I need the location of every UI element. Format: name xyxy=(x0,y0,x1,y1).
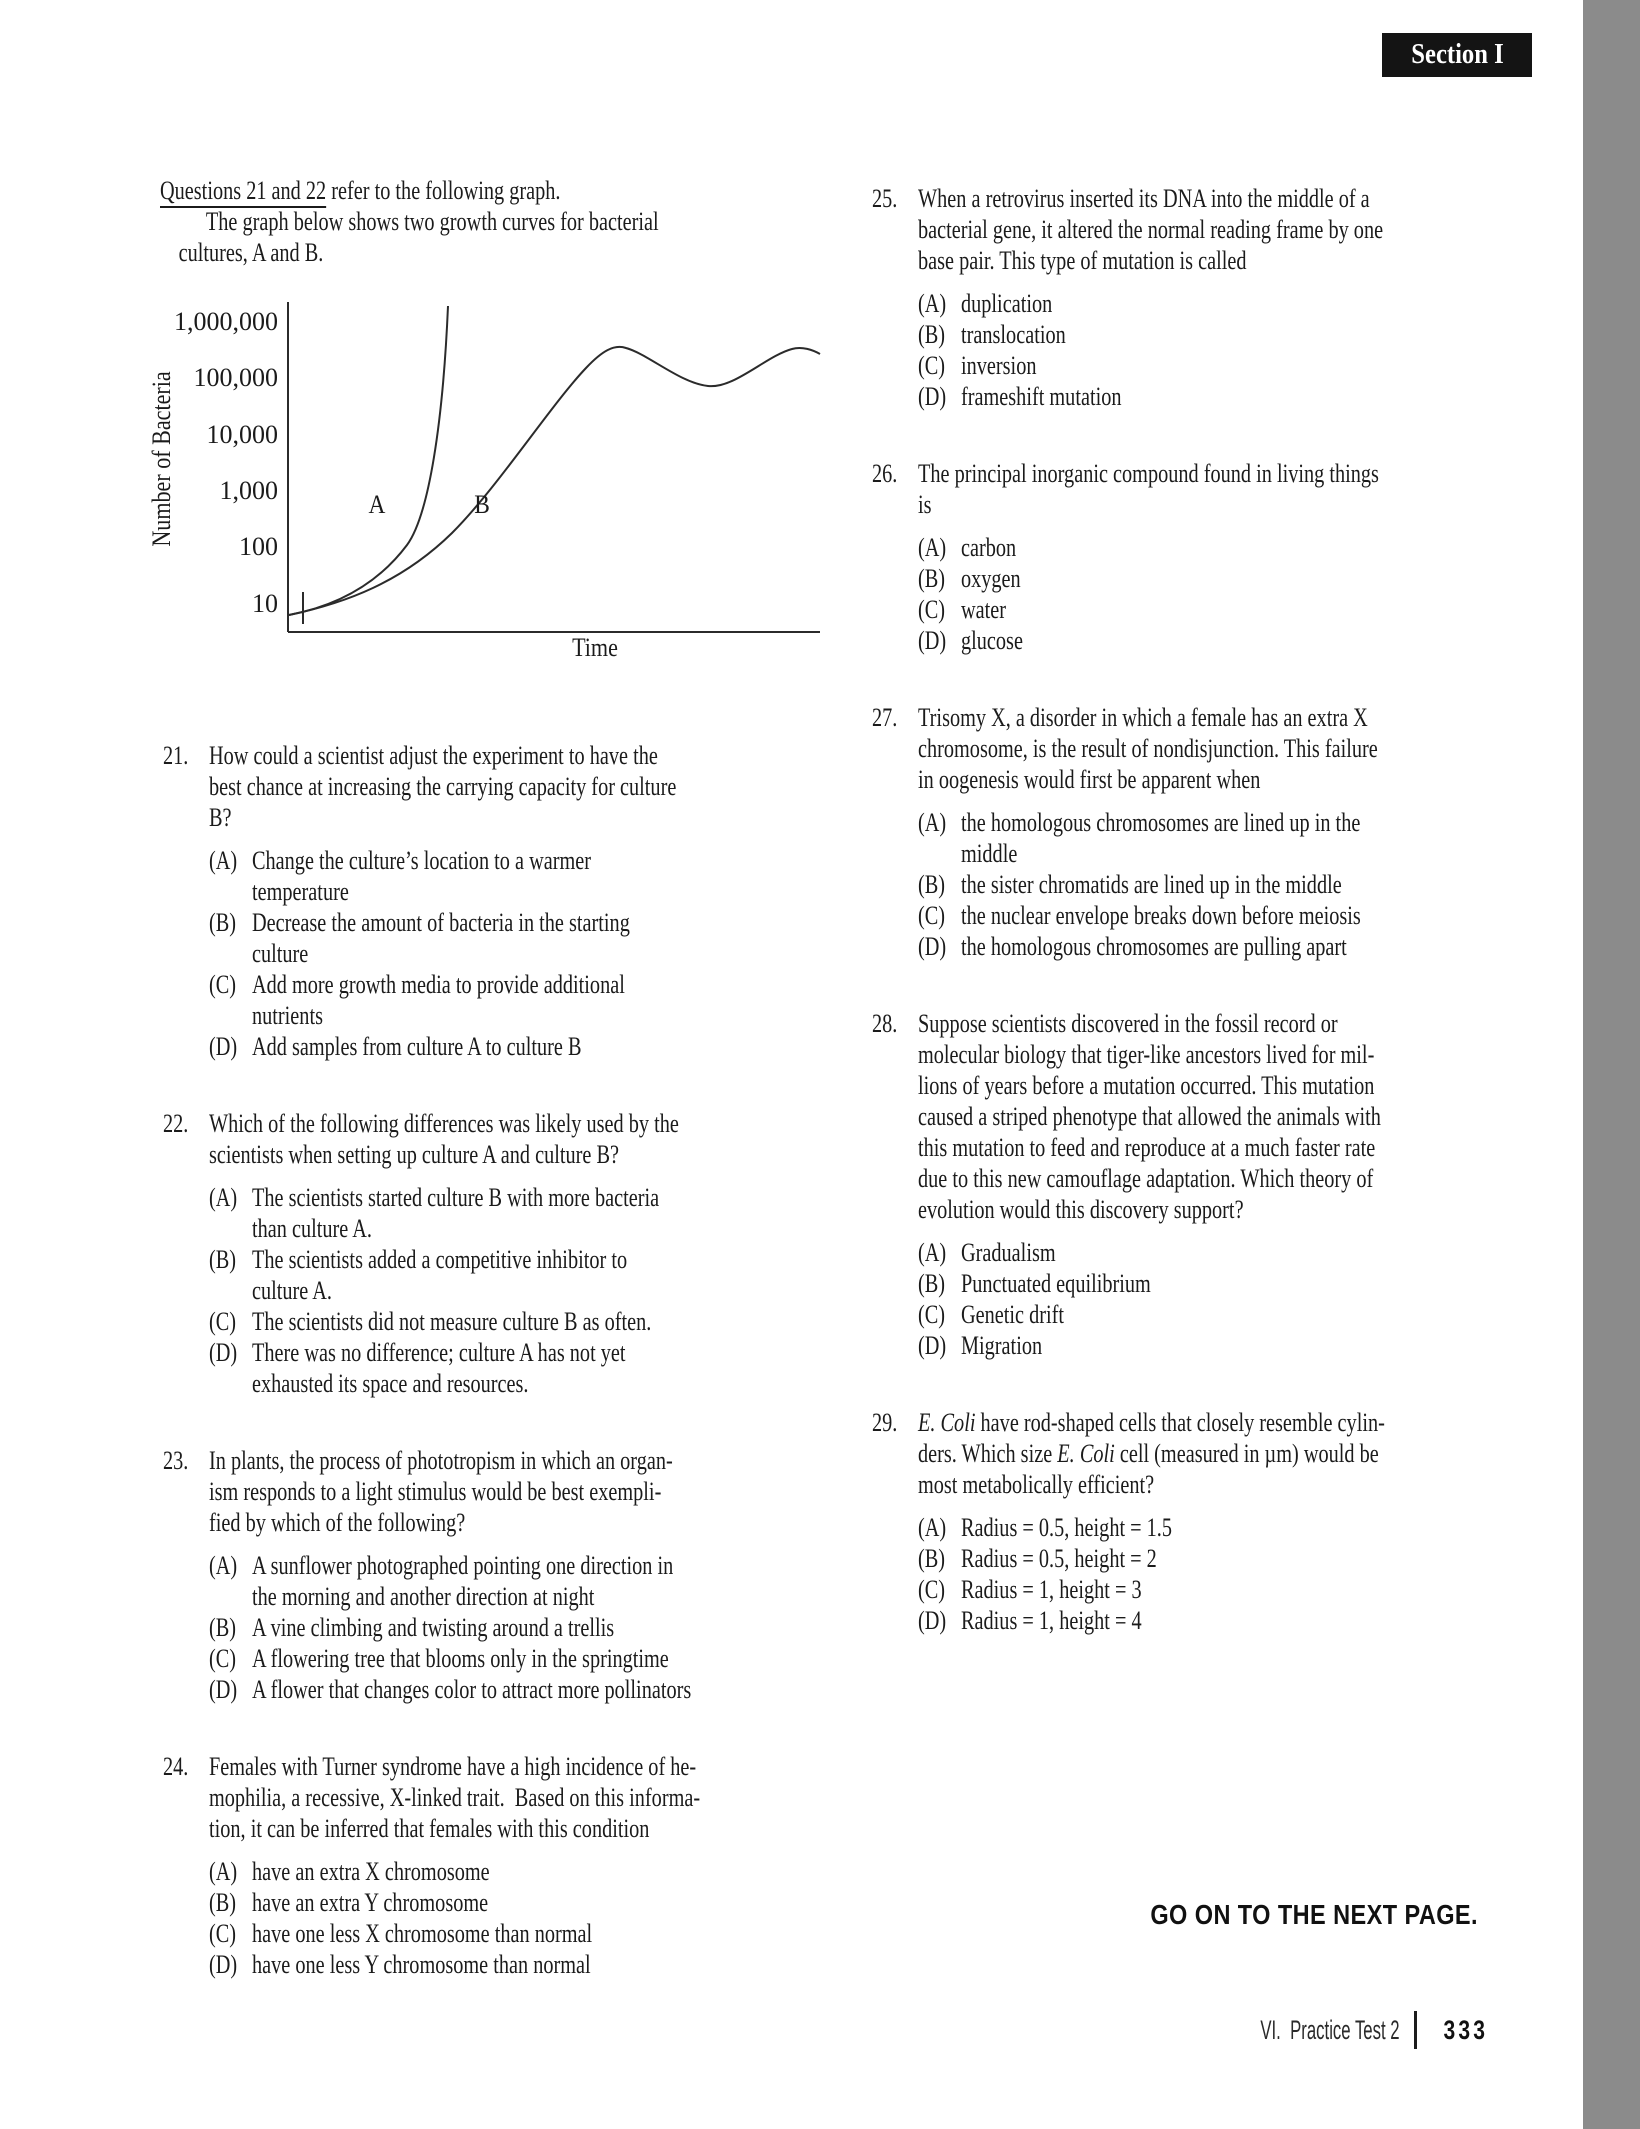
answer-option xyxy=(209,1643,823,1674)
option-text xyxy=(961,625,1527,656)
species-name-italic: E. Coli xyxy=(1057,1439,1115,1468)
option-letter: (B) xyxy=(209,1888,237,1917)
option-line: oxygen xyxy=(961,564,1021,593)
questions-ref-rest: refer to the following graph. xyxy=(326,176,561,205)
option-text xyxy=(252,1918,839,1949)
option-line: the sister chromatids are lined up in the middle xyxy=(961,870,1342,899)
option-line: Radius = 1, height = 3 xyxy=(961,1575,1142,1604)
option-letter: (A) xyxy=(918,808,947,837)
answer-option xyxy=(918,350,1527,381)
option-line: The scientists did not measure culture B as often. xyxy=(252,1307,652,1336)
option-text xyxy=(961,1237,1527,1268)
option-text xyxy=(961,1543,1527,1574)
option-letter: (B) xyxy=(209,1245,237,1274)
option-letter: (C) xyxy=(918,901,946,930)
intro-line xyxy=(160,175,677,206)
option-text xyxy=(252,1031,823,1062)
stem-line: best chance at increasing the carrying capacity for culture xyxy=(209,772,677,801)
option-letter: (D) xyxy=(209,1032,238,1061)
option-line: translocation xyxy=(961,320,1066,349)
option-line: A sunflower photographed pointing one direction in xyxy=(252,1551,674,1580)
figure-reference-intro xyxy=(160,175,823,268)
footer-divider xyxy=(1414,2011,1417,2049)
question-body xyxy=(918,1407,1527,1636)
stem-line: When a retrovirus inserted its DNA into the middle of a xyxy=(918,184,1370,213)
option-letter: (D) xyxy=(918,1606,947,1635)
option-letter: (A) xyxy=(209,1183,238,1212)
answer-option xyxy=(209,969,823,1031)
right-column xyxy=(872,183,1527,1682)
stem-line: this mutation to feed and reproduce at a much faster rate xyxy=(918,1133,1376,1162)
question-number: 23. xyxy=(163,1446,189,1475)
stem-line: The principal inorganic compound found in living things xyxy=(918,459,1379,488)
stem-text: cell (measured in µm) would be xyxy=(1114,1439,1379,1468)
stem-line: molecular biology that tiger-like ancestors lived for mil- xyxy=(918,1040,1375,1069)
question-number: 26. xyxy=(872,459,898,488)
option-line: the morning and another direction at night xyxy=(252,1582,595,1611)
left-question-list xyxy=(163,740,823,1980)
option-line: the homologous chromosomes are lined up in the xyxy=(961,808,1361,837)
questions-ref-underlined: Questions 21 and 22 xyxy=(160,176,326,208)
option-letter: (B) xyxy=(918,564,946,593)
stem-line: mophilia, a recessive, X-linked trait. Based on this informa- xyxy=(209,1783,701,1812)
stem-line: B? xyxy=(209,803,232,832)
option-line: have an extra Y chromosome xyxy=(252,1888,489,1917)
option-text xyxy=(252,1306,823,1337)
option-text xyxy=(252,845,823,907)
stem-line: Females with Turner syndrome have a high incidence of he- xyxy=(209,1752,697,1781)
option-text xyxy=(252,907,823,969)
option-text xyxy=(252,1612,823,1643)
answer-option xyxy=(918,319,1527,350)
option-letter: (D) xyxy=(918,626,947,655)
option-line: nutrients xyxy=(252,1001,323,1030)
option-letter: (C) xyxy=(918,1575,946,1604)
question-body xyxy=(918,1008,1527,1361)
option-line: have one less Y chromosome than normal xyxy=(252,1950,591,1979)
answer-options xyxy=(918,1237,1527,1361)
answer-option xyxy=(209,907,823,969)
option-text xyxy=(961,594,1527,625)
stem-line: ism responds to a light stimulus would be best exempli- xyxy=(209,1477,662,1506)
stem-line: In plants, the process of phototropism in which an organ- xyxy=(209,1446,673,1475)
option-letter: (D) xyxy=(209,1950,238,1979)
question-body xyxy=(918,458,1527,656)
stem-line: due to this new camouflage adaptation. Which theory of xyxy=(918,1164,1374,1193)
answer-option xyxy=(918,594,1527,625)
option-text xyxy=(961,563,1527,594)
answer-option xyxy=(209,1550,823,1612)
option-letter: (A) xyxy=(918,1513,947,1542)
option-text xyxy=(961,288,1527,319)
option-text xyxy=(252,1887,839,1918)
question-stem xyxy=(209,1751,839,1844)
option-letter: (A) xyxy=(918,1238,947,1267)
option-line: have an extra X chromosome xyxy=(252,1857,490,1886)
option-letter: (A) xyxy=(209,1857,238,1886)
stem-line: base pair. This type of mutation is called xyxy=(918,246,1247,275)
answer-option xyxy=(918,381,1527,412)
option-line: Gradualism xyxy=(961,1238,1056,1267)
option-letter: (B) xyxy=(918,320,946,349)
question-stem xyxy=(918,702,1527,795)
curve-a xyxy=(289,306,448,615)
question-number: 29. xyxy=(872,1408,898,1437)
answer-options xyxy=(918,532,1527,656)
stem-line: evolution would this discovery support? xyxy=(918,1195,1244,1224)
question-28 xyxy=(872,1008,1527,1361)
option-line: Punctuated equilibrium xyxy=(961,1269,1151,1298)
question-21 xyxy=(163,740,823,1062)
option-letter: (C) xyxy=(918,351,946,380)
page-edge-gray-strip xyxy=(1583,0,1640,2129)
curve-b-label: B xyxy=(474,490,490,520)
option-line: The scientists added a competitive inhibitor to xyxy=(252,1245,628,1274)
option-text xyxy=(252,969,823,1031)
stem-line: caused a striped phenotype that allowed the animals with xyxy=(918,1102,1381,1131)
stem-line: bacterial gene, it altered the normal reading frame by one xyxy=(918,215,1384,244)
answer-option xyxy=(918,1299,1527,1330)
option-letter: (C) xyxy=(209,1919,237,1948)
answer-option xyxy=(209,1612,823,1643)
option-line: A flowering tree that blooms only in the springtime xyxy=(252,1644,669,1673)
stem-line xyxy=(918,1438,1393,1469)
option-text xyxy=(252,1550,823,1612)
option-line: the homologous chromosomes are pulling apart xyxy=(961,932,1347,961)
option-line: Add more growth media to provide additional xyxy=(252,970,625,999)
option-line: have one less X chromosome than normal xyxy=(252,1919,593,1948)
question-body xyxy=(209,740,823,1062)
question-body xyxy=(918,702,1527,962)
y-tick-label: 1,000 xyxy=(219,476,278,505)
question-25 xyxy=(872,183,1527,412)
option-text xyxy=(961,807,1527,869)
answer-option xyxy=(918,900,1527,931)
question-stem xyxy=(918,1407,1527,1500)
option-text xyxy=(252,1643,823,1674)
footer-page-number: 333 xyxy=(1443,2014,1488,2045)
answer-options xyxy=(918,288,1527,412)
option-text xyxy=(252,1244,823,1306)
answer-option xyxy=(209,1306,823,1337)
option-letter: (C) xyxy=(918,595,946,624)
intro-line: The graph below shows two growth curves for bacterial xyxy=(205,207,659,236)
stem-line: Which of the following differences was likely used by the xyxy=(209,1109,679,1138)
stem-line: fied by which of the following? xyxy=(209,1508,466,1537)
option-text xyxy=(252,1949,839,1980)
page-footer xyxy=(872,2008,1488,2052)
option-letter: (D) xyxy=(209,1675,238,1704)
answer-options xyxy=(209,1182,823,1399)
answer-option xyxy=(209,1031,823,1062)
y-tick-label: 10 xyxy=(252,589,278,618)
question-24 xyxy=(163,1751,823,1980)
stem-line xyxy=(918,1407,1393,1438)
question-number: 21. xyxy=(163,741,189,770)
option-text xyxy=(961,900,1527,931)
stem-text: have rod-shaped cells that closely resemble cylin- xyxy=(975,1408,1385,1437)
answer-options xyxy=(209,1856,839,1980)
question-22 xyxy=(163,1108,823,1399)
option-letter: (A) xyxy=(209,846,238,875)
option-text xyxy=(961,931,1527,962)
option-letter: (A) xyxy=(918,289,947,318)
option-letter: (C) xyxy=(209,1307,237,1336)
answer-option xyxy=(918,1512,1527,1543)
question-stem xyxy=(918,183,1527,276)
answer-options xyxy=(918,807,1527,962)
answer-option xyxy=(918,563,1527,594)
option-letter: (C) xyxy=(209,970,237,999)
option-letter: (D) xyxy=(918,1331,947,1360)
answer-option xyxy=(918,931,1527,962)
option-text xyxy=(961,1330,1527,1361)
answer-option xyxy=(209,1856,839,1887)
answer-option xyxy=(209,1244,823,1306)
option-line: There was no difference; culture A has not yet xyxy=(252,1338,626,1367)
curve-b xyxy=(289,347,820,615)
option-line: duplication xyxy=(961,289,1053,318)
answer-options xyxy=(918,1512,1527,1636)
stem-line: Trisomy X, a disorder in which a female has an extra X xyxy=(918,703,1368,732)
option-text xyxy=(961,1268,1527,1299)
intro-line: cultures, A and B. xyxy=(178,238,324,267)
option-line: the nuclear envelope breaks down before meiosis xyxy=(961,901,1361,930)
option-text xyxy=(961,350,1527,381)
question-stem xyxy=(209,1108,823,1170)
answer-option xyxy=(918,1330,1527,1361)
option-text xyxy=(961,319,1527,350)
option-text xyxy=(961,869,1527,900)
answer-option xyxy=(918,532,1527,563)
question-26 xyxy=(872,458,1527,656)
answer-option xyxy=(918,288,1527,319)
option-text xyxy=(252,1182,823,1244)
answer-option xyxy=(918,1268,1527,1299)
x-axis-label: Time xyxy=(572,634,618,663)
question-number: 22. xyxy=(163,1109,189,1138)
option-text xyxy=(961,381,1527,412)
stem-line: tion, it can be inferred that females with this condition xyxy=(209,1814,650,1843)
answer-option xyxy=(209,1887,839,1918)
stem-line: in oogenesis would first be apparent when xyxy=(918,765,1261,794)
option-line: carbon xyxy=(961,533,1017,562)
option-text xyxy=(961,532,1527,563)
question-stem xyxy=(209,1445,823,1538)
option-line: glucose xyxy=(961,626,1023,655)
stem-text: ders. Which size xyxy=(918,1439,1058,1468)
answer-option xyxy=(209,1674,823,1705)
option-text xyxy=(961,1512,1527,1543)
option-line: The scientists started culture B with more bacteria xyxy=(252,1183,660,1212)
growth-curves-chart xyxy=(130,294,830,694)
option-line: exhausted its space and resources. xyxy=(252,1369,529,1398)
question-23 xyxy=(163,1445,823,1705)
right-question-list xyxy=(872,183,1527,1636)
answer-option xyxy=(209,1337,823,1399)
answer-option xyxy=(918,807,1527,869)
answer-option xyxy=(918,625,1527,656)
answer-option xyxy=(918,1574,1527,1605)
option-line: Change the culture’s location to a warmer xyxy=(252,846,592,875)
option-line: frameshift mutation xyxy=(961,382,1122,411)
option-letter: (A) xyxy=(209,1551,238,1580)
option-line: Radius = 0.5, height = 1.5 xyxy=(961,1513,1173,1542)
question-27 xyxy=(872,702,1527,962)
stem-line: How could a scientist adjust the experiment to have the xyxy=(209,741,658,770)
answer-option xyxy=(209,845,823,907)
option-line: temperature xyxy=(252,877,349,906)
question-29 xyxy=(872,1407,1527,1636)
option-letter: (B) xyxy=(918,1269,946,1298)
stem-line: is xyxy=(918,490,932,519)
option-text xyxy=(252,1856,839,1887)
option-line: Add samples from culture A to culture B xyxy=(252,1032,582,1061)
option-line: Decrease the amount of bacteria in the starting xyxy=(252,908,630,937)
question-number: 24. xyxy=(163,1752,189,1781)
option-line: culture xyxy=(252,939,309,968)
species-name-italic: E. Coli xyxy=(918,1408,976,1437)
stem-line: chromosome, is the result of nondisjunction. This failure xyxy=(918,734,1378,763)
question-stem xyxy=(918,458,1527,520)
option-line: A vine climbing and twisting around a trellis xyxy=(252,1613,615,1642)
option-line: middle xyxy=(961,839,1018,868)
option-letter: (B) xyxy=(209,908,237,937)
question-number: 25. xyxy=(872,184,898,213)
section-badge xyxy=(1382,33,1532,77)
question-body xyxy=(209,1108,823,1399)
option-text xyxy=(961,1299,1527,1330)
option-letter: (D) xyxy=(918,382,947,411)
option-line: Radius = 0.5, height = 2 xyxy=(961,1544,1157,1573)
question-number: 28. xyxy=(872,1009,898,1038)
stem-line: most metabolically efficient? xyxy=(918,1470,1155,1499)
option-line: Migration xyxy=(961,1331,1043,1360)
question-body xyxy=(209,1751,839,1980)
footer-section-label: VI. Practice Test 2 xyxy=(1260,2014,1400,2045)
option-line: inversion xyxy=(961,351,1037,380)
option-line: water xyxy=(961,595,1007,624)
option-letter: (C) xyxy=(209,1644,237,1673)
question-body xyxy=(918,183,1527,412)
y-tick-label: 1,000,000 xyxy=(174,307,278,336)
curve-a-label: A xyxy=(368,490,386,520)
question-number: 27. xyxy=(872,703,898,732)
option-letter: (B) xyxy=(918,870,946,899)
option-text xyxy=(252,1674,823,1705)
y-tick-label: 100 xyxy=(239,532,278,561)
option-letter: (B) xyxy=(209,1613,237,1642)
stem-line: scientists when setting up culture A and culture B? xyxy=(209,1140,620,1169)
section-badge-label: Section I xyxy=(1410,39,1504,70)
answer-option xyxy=(918,869,1527,900)
answer-options xyxy=(209,1550,823,1705)
question-stem xyxy=(918,1008,1527,1225)
option-line: Radius = 1, height = 4 xyxy=(961,1606,1142,1635)
answer-option xyxy=(209,1918,839,1949)
stem-line: Suppose scientists discovered in the fossil record or xyxy=(918,1009,1338,1038)
stem-line: lions of years before a mutation occurred. This mutation xyxy=(918,1071,1375,1100)
y-tick-label: 100,000 xyxy=(193,363,278,392)
answer-option xyxy=(209,1182,823,1244)
go-on-instruction: GO ON TO THE NEXT PAGE. xyxy=(1150,1899,1478,1930)
option-line: than culture A. xyxy=(252,1214,372,1243)
option-line: Genetic drift xyxy=(961,1300,1065,1329)
option-letter: (C) xyxy=(918,1300,946,1329)
answer-option xyxy=(918,1237,1527,1268)
option-line: culture A. xyxy=(252,1276,332,1305)
answer-options xyxy=(209,845,823,1062)
option-letter: (D) xyxy=(918,932,947,961)
answer-option xyxy=(918,1543,1527,1574)
question-stem xyxy=(209,740,823,833)
y-axis-label: Number of Bacteria xyxy=(148,371,177,547)
left-column xyxy=(148,175,823,2026)
option-text xyxy=(252,1337,823,1399)
y-tick-label: 10,000 xyxy=(206,420,278,449)
option-letter: (D) xyxy=(209,1338,238,1367)
option-letter: (A) xyxy=(918,533,947,562)
answer-option xyxy=(918,1605,1527,1636)
option-text xyxy=(961,1605,1527,1636)
option-letter: (B) xyxy=(918,1544,946,1573)
option-text xyxy=(961,1574,1527,1605)
answer-option xyxy=(209,1949,839,1980)
option-line: A flower that changes color to attract more pollinators xyxy=(252,1675,692,1704)
question-body xyxy=(209,1445,823,1705)
